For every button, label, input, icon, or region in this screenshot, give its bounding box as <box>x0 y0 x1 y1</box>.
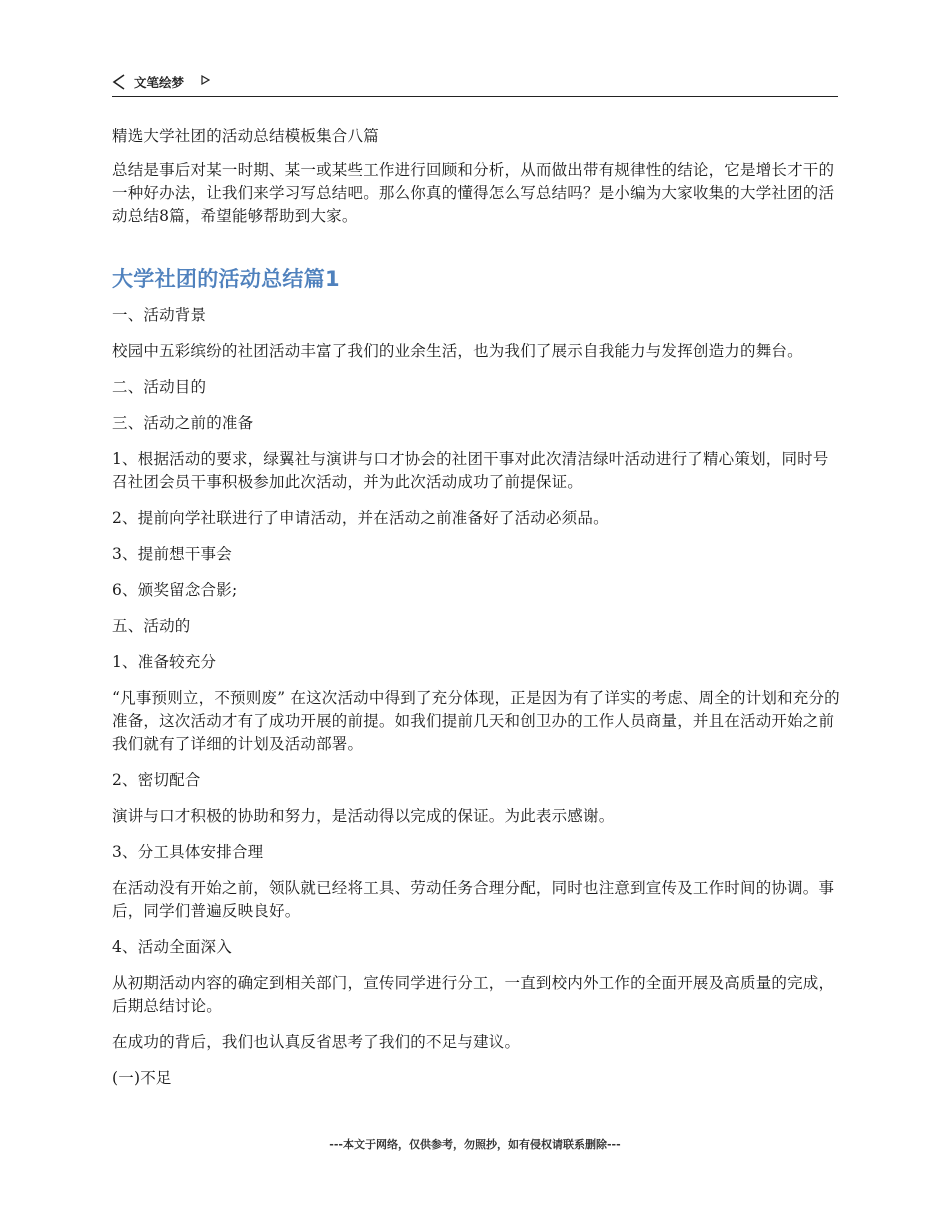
paragraph: 4、活动全面深入 <box>112 938 232 956</box>
left-triangle-icon <box>112 74 126 90</box>
document-title: 精选大学社团的活动总结模板集合八篇 <box>112 127 379 145</box>
paragraph: 五、活动的 <box>112 617 191 635</box>
document-body <box>112 125 840 1103</box>
paragraph: 3、提前想干事会 <box>112 545 232 563</box>
paragraph: 2、提前向学社联进行了申请活动，并在活动之前准备好了活动必须品。 <box>112 509 609 527</box>
intro-paragraph: 总结是事后对某一时期、某一或某些工作进行回顾和分析，从而做出带有规律性的结论，它是增长才干的一种好办法，让我们来学习写总结吧。那么你真的懂得怎么写总结吗？是小编为大家收集的大学社团的活动总结8篇，希望能够帮助到大家。 <box>112 161 835 225</box>
right-triangle-icon <box>201 75 210 85</box>
paragraph: 1、准备较充分 <box>112 653 217 671</box>
paragraph: 3、分工具体安排合理 <box>112 843 264 861</box>
paragraph: 6、颁奖留念合影; <box>112 581 238 599</box>
paragraph: 2、密切配合 <box>112 771 201 789</box>
paragraph: 二、活动目的 <box>112 378 207 396</box>
paragraph: 从初期活动内容的确定到相关部门，宣传同学进行分工，一直到校内外工作的全面开展及高质量的完成，后期总结讨论。 <box>112 974 835 1015</box>
footer-disclaimer: ---本文于网络，仅供参考，勿照抄，如有侵权请联系删除--- <box>329 1138 621 1151</box>
paragraph: 在活动没有开始之前，领队就已经将工具、劳动任务合理分配，同时也注意到宣传及工作时间的协调。事后，同学们普遍反映良好。 <box>112 879 835 920</box>
page-header <box>112 70 838 97</box>
paragraph: 在成功的背后，我们也认真反省思考了我们的不足与建议。 <box>112 1033 521 1051</box>
paragraph: 一、活动背景 <box>112 306 207 324</box>
paragraph: “凡事预则立，不预则废” 在这次活动中得到了充分体现，正是因为有了详实的考虑、周全的计划和充分的准备，这次活动才有了成功开展的前提。如我们提前几天和创卫办的工作人员商量，并且在活动开始之前我们就有了详细的计划及活动部署。 <box>112 689 840 753</box>
paragraph: 1、根据活动的要求，绿翼社与演讲与口才协会的社团干事对此次清洁绿叶活动进行了精心策划，同时号召社团会员干事积极参加此次活动，并为此次活动成功了前提保证。 <box>112 450 829 491</box>
paragraph: (一)不足 <box>112 1069 172 1087</box>
section-heading: 大学社团的活动总结篇1 <box>112 267 340 291</box>
paragraph: 校园中五彩缤纷的社团活动丰富了我们的业余生活，也为我们了展示自我能力与发挥创造力的舞台。 <box>112 342 803 360</box>
paragraph: 三、活动之前的准备 <box>112 414 254 432</box>
brand-name: 文笔绘梦 <box>134 75 185 90</box>
paragraph: 演讲与口才积极的协助和努力，是活动得以完成的保证。为此表示感谢。 <box>112 807 615 825</box>
